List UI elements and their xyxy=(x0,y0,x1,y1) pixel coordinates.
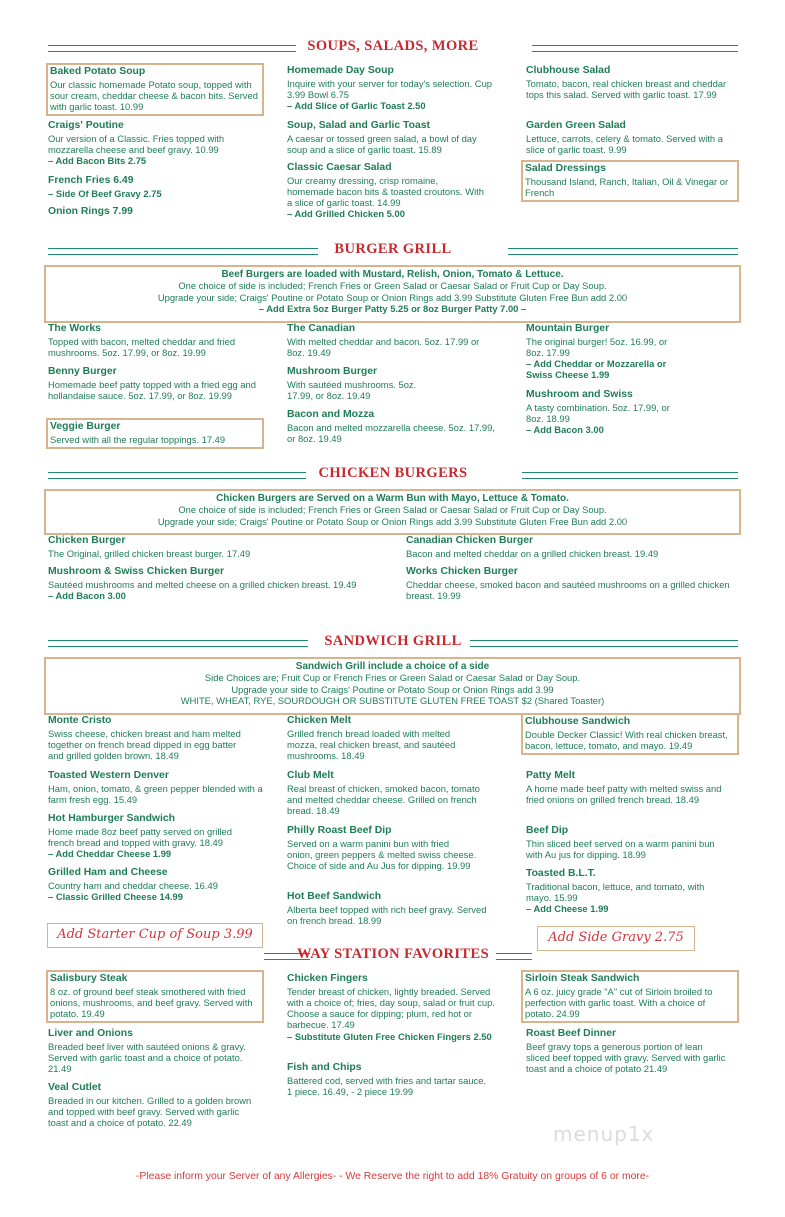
menu-item xyxy=(287,366,427,401)
item-name: Fish and Chips xyxy=(287,1062,362,1073)
menu-item xyxy=(48,120,263,166)
item-desc: Inquire with your server for today's selection. Cup 3.99 Bowl 6.75 xyxy=(287,77,493,100)
item-desc: Traditional bacon, lettuce, and tomato, with mayo. 15.99 xyxy=(526,880,705,903)
info-line: One choice of side is included; French Fries or Green Salad or Caesar Salad or Fruit Cup or Day Soup. xyxy=(178,280,607,292)
item-name: Veal Cutlet xyxy=(48,1082,102,1093)
item-name: Philly Roast Beef Dip xyxy=(287,825,392,836)
menu-item xyxy=(48,175,263,199)
menu-item xyxy=(46,418,264,449)
item-addon: – Add Bacon 3.00 xyxy=(48,589,126,601)
menu-item xyxy=(526,389,686,435)
item-addon: – Add Slice of Garlic Toast 2.50 xyxy=(287,100,426,112)
item-desc: Battered cod, served with fries and tartar sauce. 1 piece. 16.49, - 2 piece 19.99 xyxy=(287,1074,487,1097)
item-name: Salisbury Steak xyxy=(50,973,128,984)
menu-item xyxy=(287,770,487,816)
menu-item xyxy=(48,1028,253,1074)
item-name: Beef Dip xyxy=(526,825,569,836)
info-lead: Sandwich Grill include a choice of a side xyxy=(295,661,490,672)
item-name: Mushroom & Swiss Chicken Burger xyxy=(48,566,225,577)
item-name: Hot Beef Sandwich xyxy=(287,891,382,902)
item-desc: Served on a warm panini bun with fried onion, green peppers & melted swiss cheese. Choice of side and Au Jus for dipping. 19.99 xyxy=(287,837,477,872)
item-desc: Sautéed mushrooms and melted cheese on a grilled chicken breast. 19.49 xyxy=(48,578,357,590)
item-name: Chicken Burger xyxy=(48,535,126,546)
item-name: Clubhouse Sandwich xyxy=(525,716,631,727)
item-desc: Cheddar cheese, smoked bacon and sautéed mushrooms on a grilled chicken breast. 19.99 xyxy=(406,578,730,601)
menu-item xyxy=(526,825,716,860)
item-desc: 8 oz. of ground beef steak smothered with fried onions, mushrooms, and beef gravy. Served with potato. 19.49 xyxy=(50,985,253,1020)
item-desc: Home made 8oz beef patty served on grilled french bread and topped with gravy. 18.49 xyxy=(48,825,232,848)
item-desc: The Original, grilled chicken breast burger. 17.49 xyxy=(48,547,251,559)
menu-item xyxy=(287,120,497,155)
item-name: The Canadian xyxy=(287,323,356,334)
add-side-gravy-callout: Add Side Gravy 2.75 xyxy=(537,926,695,951)
section-header-burger xyxy=(48,243,738,259)
menu-item xyxy=(287,162,487,220)
item-addon: – Add Cheddar or Mozzarella or Swiss Cheese 1.99 xyxy=(526,358,667,381)
item-name: Onion Rings 7.99 xyxy=(48,206,133,217)
item-name: Roast Beef Dinner xyxy=(526,1028,617,1039)
item-desc: Tender breast of chicken, lightly breaded. Served with a choice of; fries, day soup, salad or fruit cup. Choose a sauce for dipping; plum, red hot or barbecue. 17.49 xyxy=(287,985,495,1031)
menu-item xyxy=(287,973,497,1042)
section-title: WAY STATION FAVORITES xyxy=(296,946,490,962)
menu-item xyxy=(48,366,263,401)
item-desc: Breaded in our kitchen. Grilled to a golden brown and topped with beef gravy. Served with garlic toast and a choice of potato. 22.49 xyxy=(48,1094,252,1129)
item-desc: Thin sliced beef served on a warm panini bun with Au jus for dipping. 18.99 xyxy=(526,837,715,860)
menu-item xyxy=(521,160,739,202)
item-desc: A 6 oz. juicy grade "A" cut of Sirloin broiled to perfection with garlic toast. With a choice of potato. 24.99 xyxy=(525,985,713,1020)
info-line: One choice of side is included; French Fries or Green Salad or Caesar Salad or Fruit Cup or Day Soup. xyxy=(178,504,607,516)
item-name: Chicken Fingers xyxy=(287,973,368,984)
item-name: Toasted Western Denver xyxy=(48,770,169,781)
section-title: CHICKEN BURGERS xyxy=(318,465,468,481)
item-desc: A home made beef patty with melted swiss and fried onions on grilled french bread. 18.49 xyxy=(526,782,722,805)
item-name: French Fries 6.49 xyxy=(48,175,134,186)
menu-item xyxy=(48,715,243,761)
item-desc: Lettuce, carrots, celery & tomato. Served with a slice of garlic toast. 9.99 xyxy=(526,132,723,155)
section-title: SOUPS, SALADS, MORE xyxy=(307,38,479,54)
menu-item xyxy=(48,535,378,559)
item-desc: Country ham and cheddar cheese. 16.49 xyxy=(48,879,218,891)
item-addon: – Add Bacon 3.00 xyxy=(526,424,604,436)
item-desc: The original burger! 5oz. 16.99, or 8oz. 17.99 xyxy=(526,335,668,358)
item-desc: A caesar or tossed green salad, a bowl of day soup and a slice of garlic toast. 15.89 xyxy=(287,132,477,155)
item-name: Canadian Chicken Burger xyxy=(406,535,534,546)
section-title: BURGER GRILL xyxy=(334,241,452,257)
info-line: Side Choices are; Fruit Cup or French Fries or Green Salad or Caesar Salad or Day Soup. xyxy=(204,672,581,684)
item-addon: – Add Grilled Chicken 5.00 xyxy=(287,208,405,220)
item-desc: With melted cheddar and bacon. 5oz. 17.99 or 8oz. 19.49 xyxy=(287,335,480,358)
item-name: Soup, Salad and Garlic Toast xyxy=(287,120,430,131)
item-name: Mushroom and Swiss xyxy=(526,389,633,400)
item-desc: Ham, onion, tomato, & green pepper blended with a farm fresh egg. 15.49 xyxy=(48,782,263,805)
info-line: WHITE, WHEAT, RYE, SOURDOUGH OR SUBSTITUTE GLUTEN FREE TOAST $2 (Shared Toaster) xyxy=(180,694,605,706)
section-header-soups xyxy=(48,40,738,56)
item-name: Grilled Ham and Cheese xyxy=(48,867,168,878)
item-name: Salad Dressings xyxy=(525,163,606,174)
item-name: Chicken Melt xyxy=(287,715,352,726)
add-starter-soup-callout: Add Starter Cup of Soup 3.99 xyxy=(47,923,263,948)
item-desc: Swiss cheese, chicken breast and ham melted together on french bread dipped in egg batter and grilled golden brown. 18.49 xyxy=(48,727,241,762)
sandwich-info-box xyxy=(44,657,741,715)
menu-item xyxy=(46,970,264,1023)
menu-item xyxy=(526,65,731,100)
item-desc: Real breast of chicken, smoked bacon, tomato and melted cheddar cheese. Grilled on french bread. 18.49 xyxy=(287,782,480,817)
section-title: SANDWICH GRILL xyxy=(324,633,462,649)
item-name: Baked Potato Soup xyxy=(50,66,146,77)
item-name: Craigs' Poutine xyxy=(48,120,124,131)
item-name: Sirloin Steak Sandwich xyxy=(525,973,640,984)
item-name: Classic Caesar Salad xyxy=(287,162,392,173)
item-name: Mountain Burger xyxy=(526,323,610,334)
menu-item xyxy=(406,535,726,559)
item-name: Mushroom Burger xyxy=(287,366,378,377)
item-desc: Our version of a Classic. Fries topped with mozzarella cheese and beef gravy. 10.99 xyxy=(48,132,225,155)
item-desc: Breaded beef liver with sautéed onions & gravy. Served with garlic toast and a choice of potato. 21.49 xyxy=(48,1040,246,1075)
item-name: Works Chicken Burger xyxy=(406,566,518,577)
menu-item xyxy=(46,63,264,116)
menu-item xyxy=(48,770,263,805)
burger-info-box xyxy=(44,265,741,323)
menu-item xyxy=(287,65,502,111)
item-addon: – Substitute Gluten Free Chicken Fingers 2.50 xyxy=(287,1030,492,1042)
item-addon: – Add Cheese 1.99 xyxy=(526,903,609,915)
item-name: Patty Melt xyxy=(526,770,576,781)
menu-item xyxy=(521,970,739,1023)
item-name: Monte Cristo xyxy=(48,715,112,726)
item-name: Clubhouse Salad xyxy=(526,65,611,76)
item-desc: A tasty combination. 5oz. 17.99, or 8oz. 18.99 xyxy=(526,401,670,424)
menu-item xyxy=(526,120,731,155)
item-desc: Our creamy dressing, crisp romaine, homemade bacon bits & toasted croutons. With a slice of garlic toast. 14.99 xyxy=(287,174,484,209)
menu-item xyxy=(526,770,731,805)
item-name: Hot Hamburger Sandwich xyxy=(48,813,176,824)
item-desc: Grilled french bread loaded with melted mozza, real chicken breast, and sautéed mushrooms. 18.49 xyxy=(287,727,456,762)
item-addon: – Add Cheddar Cheese 1.99 xyxy=(48,848,172,860)
item-desc: Topped with bacon, melted cheddar and fried mushrooms. 5oz. 17.99, or 8oz. 19.99 xyxy=(48,335,236,358)
menu-item xyxy=(287,891,487,926)
menu-item xyxy=(48,206,263,219)
section-header-sandwich xyxy=(48,635,738,651)
section-header-waystation xyxy=(48,948,738,964)
item-desc: Homemade beef patty topped with a fried egg and hollandaise sauce. 5oz. 17.99, or 8oz. 19.99 xyxy=(48,378,256,401)
menu-item xyxy=(526,323,686,381)
info-lead: Beef Burgers are loaded with Mustard, Relish, Onion, Tomato & Lettuce. xyxy=(221,269,564,280)
item-desc: Alberta beef topped with rich beef gravy. Served on french bread. 18.99 xyxy=(287,903,487,926)
item-desc: Thousand Island, Ranch, Italian, Oil & Vinegar or French xyxy=(525,175,729,198)
menu-item xyxy=(48,566,368,601)
section-header-chicken xyxy=(48,467,738,483)
menu-item xyxy=(48,323,258,358)
chicken-info-box xyxy=(44,489,741,535)
item-desc: Bacon and melted mozzarella cheese. 5oz. 17.99, or 8oz. 19.49 xyxy=(287,421,495,444)
menu-item xyxy=(287,323,487,358)
item-desc: Beef gravy tops a generous portion of lean sliced beef topped with gravy. Served with garlic toast and a choice of potato 21.49 xyxy=(526,1040,726,1075)
menu-item xyxy=(48,867,263,902)
item-name: Benny Burger xyxy=(48,366,117,377)
menu-item xyxy=(48,1082,258,1128)
menu-item xyxy=(287,825,477,871)
item-desc: Tomato, bacon, real chicken breast and cheddar tops this salad. Served with garlic toast. 17.99 xyxy=(526,77,727,100)
info-line: – Add Extra 5oz Burger Patty 5.25 or 8oz Burger Patty 7.00 – xyxy=(258,302,527,314)
item-addon: – Add Bacon Bits 2.75 xyxy=(48,155,147,167)
info-line: Upgrade your side; Craigs' Poutine or Potato Soup or Onion Rings add 3.99 Substitute Gluten Free Bun add 2.00 xyxy=(157,291,628,303)
menu-item xyxy=(48,813,258,859)
watermark-logo: menup1x xyxy=(553,1122,655,1146)
info-line: Upgrade your side to Craigs' Poutine or Potato Soup or Onion Rings add 3.99 xyxy=(231,683,554,695)
item-name: Garden Green Salad xyxy=(526,120,626,131)
info-line: Upgrade your side; Craigs' Poutine or Potato Soup or Onion Rings add 3.99 Substitute Gluten Free Bun add 2.00 xyxy=(157,515,628,527)
menu-item xyxy=(521,713,739,755)
item-addon: – Side Of Beef Gravy 2.75 xyxy=(48,187,162,199)
item-name: Homemade Day Soup xyxy=(287,65,394,76)
item-desc: Bacon and melted cheddar on a grilled chicken breast. 19.49 xyxy=(406,547,659,559)
item-desc: Double Decker Classic! With real chicken breast, bacon, lettuce, tomato, and mayo. 19.49 xyxy=(525,728,728,751)
item-name: Liver and Onions xyxy=(48,1028,133,1039)
item-desc: With sautéed mushrooms. 5oz. 17.99, or 8oz. 19.49 xyxy=(287,378,417,401)
item-name: Veggie Burger xyxy=(50,421,121,432)
menu-item xyxy=(526,868,731,914)
menu-item xyxy=(287,1062,487,1097)
item-name: Bacon and Mozza xyxy=(287,409,375,420)
item-name: Club Melt xyxy=(287,770,334,781)
footer-note: -Please inform your Server of any Allergies- - We Reserve the right to add 18% Gratuity on groups of 6 or more- xyxy=(135,1171,650,1182)
menu-item xyxy=(526,1028,726,1074)
menu-item xyxy=(287,715,477,761)
item-desc: Served with all the regular toppings. 17.49 xyxy=(50,433,226,445)
item-name: Toasted B.L.T. xyxy=(526,868,596,879)
menu-item xyxy=(406,566,731,601)
info-lead: Chicken Burgers are Served on a Warm Bun with Mayo, Lettuce & Tomato. xyxy=(216,493,569,504)
item-name: The Works xyxy=(48,323,101,334)
menu-item xyxy=(287,409,497,444)
item-desc: Our classic homemade Potato soup, topped with sour cream, cheddar cheese & bacon bits. Served with garlic toast. 10.99 xyxy=(50,78,258,113)
item-addon: – Classic Grilled Cheese 14.99 xyxy=(48,890,183,902)
